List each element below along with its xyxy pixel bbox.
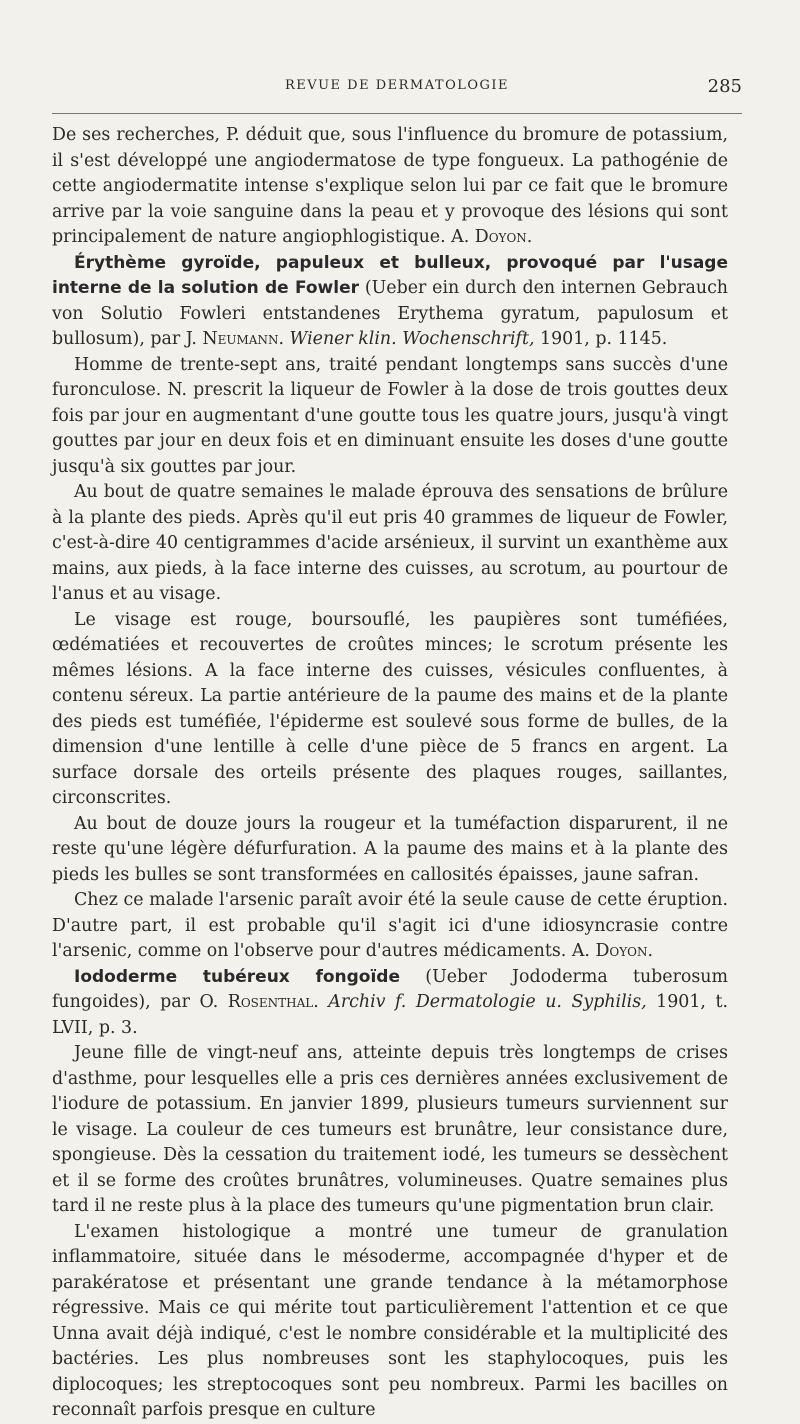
article-heading-paragraph bbox=[52, 251, 728, 353]
article-reference-end: 1901, t. LVII, p. 3. bbox=[52, 992, 728, 1038]
paragraph-text: Chez ce malade l'arsenic paraît avoir été la seule cause de cette éruption. D'autre part, il est probable qu'il s'agit ici d'une idiosyncrasie contre l'arsenic, comme on l'observe pour d'autres médicaments. bbox=[52, 890, 728, 961]
paragraph bbox=[52, 123, 728, 251]
paragraph: Le visage est rouge, boursouflé, les paupières sont tuméfiées, œdématiées et recouvertes de croûtes minces; le scrotum présente les mêmes lésions. A la face interne des cuisses, vésicules confluentes, à contenu séreux. La partie antérieure de la paume des mains et de la plante des pieds est tuméfiée, l'épiderme est soulevé sous forme de bulles, de la dimension d'une lentille à celle d'une pièce de 5 francs en argent. La surface dorsale des orteils présente des plaques rouges, saillantes, circonscrites. bbox=[52, 609, 728, 808]
article-reference: (Ueber ein durch den internen Gebrauch von Solutio Fowleri entstandenes Erythema gyratum, papulosum et bullosum), par J. bbox=[52, 278, 729, 349]
page-number: 285 bbox=[707, 76, 742, 97]
paragraph: L'examen histologique a montré une tumeur de granulation inflammatoire, située dans le mésoderme, accompagnée d'hyper et de parakératose et présentant une grande tendance à la métamorphose régressive. Mais ce qui mérite tout particulièrement l'attention et ce que Unna avait déjà indiqué, c'est le nombre considérable et la multiplicité des bactéries. Les plus nombreuses sont les staphylocoques, puis les diplocoques; les streptocoques sont peu nombreux. Parmi les bacilles on reconnaît parfois presque en culture bbox=[52, 1221, 728, 1420]
body-text bbox=[52, 123, 728, 1424]
article-title: Iododerme tubéreux fongoïde bbox=[74, 966, 400, 987]
author-signature: A. Doyon. bbox=[571, 941, 654, 961]
header-rule bbox=[52, 113, 742, 114]
journal-name: Archiv f. Dermatologie u. Syphilis, bbox=[328, 992, 647, 1012]
page-header bbox=[52, 78, 742, 100]
article-heading-paragraph bbox=[52, 965, 728, 1042]
article-reference-end: 1901, p. 1145. bbox=[540, 329, 668, 349]
article-author: Rosenthal. bbox=[227, 992, 319, 1012]
journal-name: Wiener klin. Wochenschrift, bbox=[289, 329, 535, 349]
paragraph bbox=[52, 888, 728, 965]
article-author: Neumann. bbox=[202, 329, 284, 349]
paragraph: Au bout de quatre semaines le malade éprouva des sensations de brûlure à la plante des pieds. Après qu'il eut pris 40 grammes de liqueur de Fowler, c'est-à-dire 40 centigrammes d'acide arsénieux, il survint un exanthème aux mains, aux pieds, à la face interne des cuisses, au scrotum, au pourtour de l'anus et au visage. bbox=[52, 482, 728, 604]
paragraph: Au bout de douze jours la rougeur et la tuméfaction disparurent, il ne reste qu'une légère défurfuration. A la paume des mains et à la plante des pieds les bulles se sont transformées en callosités épaisses, jaune safran. bbox=[52, 813, 728, 885]
paragraph: Jeune fille de vingt-neuf ans, atteinte depuis très longtemps de crises d'asthme, pour lesquelles elle a pris ces dernières années exclusivement de l'iodure de potassium. En janvier 1899, plusieurs tumeurs surviennent sur le visage. La couleur de ces tumeurs est brunâtre, leur consistance dure, spongieuse. Dès la cessation du traitement iodé, les tumeurs se dessèchent et il se forme des croûtes brunâtres, volumineuses. Quatre semaines plus tard il ne reste plus à la place des tumeurs qu'une pigmentation brun clair. bbox=[52, 1043, 728, 1216]
paragraph: Homme de trente-sept ans, traité pendant longtemps sans succès d'une furonculose. N. prescrit la liqueur de Fowler à la dose de trois gouttes deux fois par jour en augmentant d'une goutte tous les quatre jours, jusqu'à vingt gouttes par jour en deux fois et en diminuant ensuite les doses d'une goutte jusqu'à six gouttes par jour. bbox=[52, 354, 728, 477]
author-signature: A. Doyon. bbox=[451, 227, 533, 247]
running-title: REVUE DE DERMATOLOGIE bbox=[284, 78, 510, 93]
article-reference: (Ueber Jododerma tuberosum fungoides), par O. bbox=[52, 966, 728, 1012]
article-title: Érythème gyroïde, papuleux et bulleux, provoqué par l'usage interne de la solution de Fowler bbox=[52, 252, 728, 298]
paragraph-text: De ses recherches, P. déduit que, sous l'influence du bromure de potassium, il s'est développé une angiodermatose de type fongueux. La pathogénie de cette angiodermatite intense s'explique selon lui par ce fait que le bromure arrive par la voie sanguine dans la peau et y provoque des lésions qui sont principalement de nature angiophlogistique. bbox=[52, 125, 728, 247]
